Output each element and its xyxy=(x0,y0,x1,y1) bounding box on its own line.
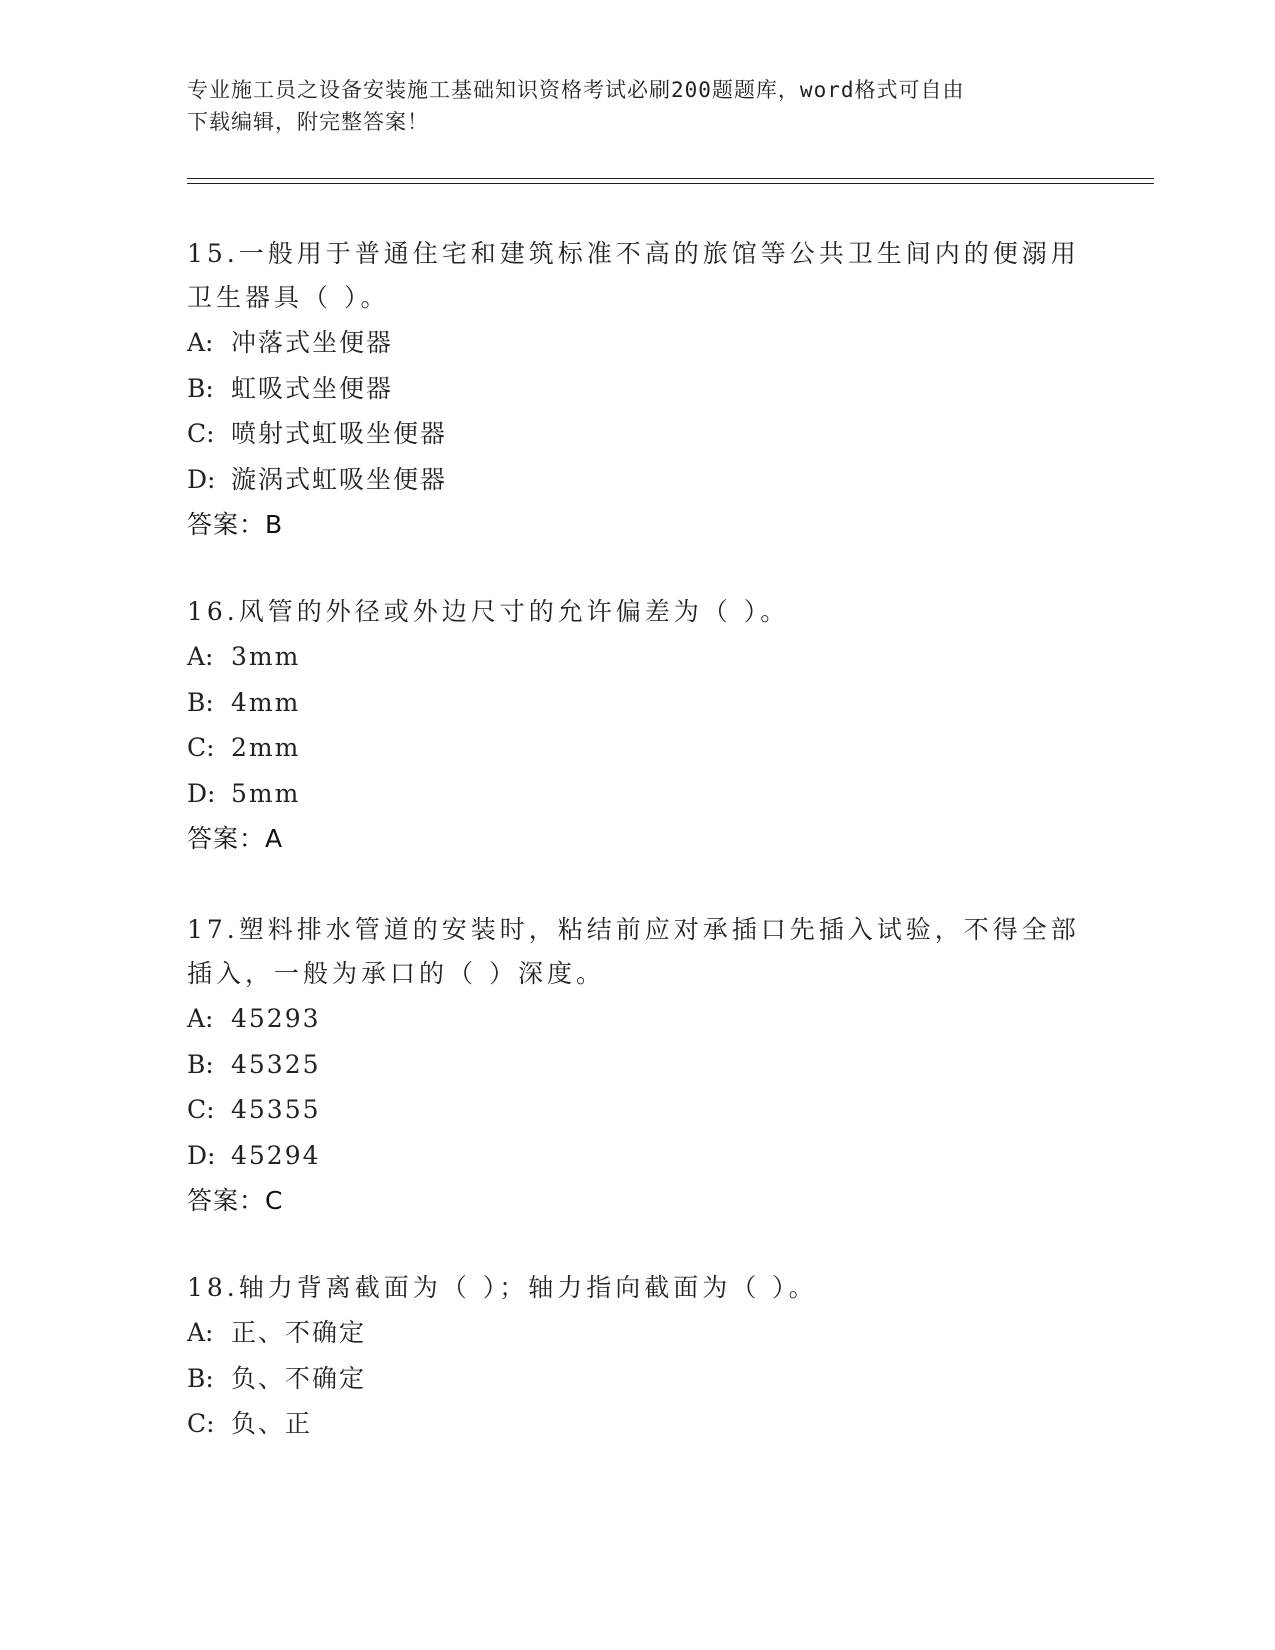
option-b xyxy=(187,680,1087,726)
option-b xyxy=(187,366,1087,412)
option-label: D: xyxy=(187,1140,216,1170)
option-text: 负、不确定 xyxy=(231,1363,367,1393)
option-text: 负、正 xyxy=(231,1409,313,1438)
option-text: 3mm xyxy=(231,642,301,671)
option-text: 正、不确定 xyxy=(231,1318,367,1347)
option-label: B: xyxy=(187,1049,214,1079)
option-label: B: xyxy=(187,1363,214,1393)
question-stem-line-1: 15.一般用于普通住宅和建筑标准不高的旅馆等公共卫生间内的便溺用 xyxy=(187,239,1080,268)
option-b xyxy=(187,1356,1087,1402)
option-a xyxy=(187,634,1087,680)
question-stem-line-1: 17.塑料排水管道的安装时，粘结前应对承插口先插入试验，不得全部 xyxy=(187,915,1080,944)
option-text: 5mm xyxy=(231,778,301,808)
option-label: A: xyxy=(187,1004,214,1033)
option-c xyxy=(187,1087,1087,1133)
option-label: B: xyxy=(187,687,214,717)
question-15 xyxy=(187,232,1087,547)
header-line-1: 专业施工员之设备安装施工基础知识资格考试必刷200题题库，word格式可自由 xyxy=(187,78,965,102)
option-d xyxy=(187,771,1087,817)
option-text: 45325 xyxy=(231,1049,321,1079)
option-text: 45355 xyxy=(231,1095,321,1124)
question-stem-line-2: 插入，一般为承口的（ ）深度。 xyxy=(187,959,605,988)
option-label: C: xyxy=(187,733,215,762)
option-text: 4mm xyxy=(231,687,301,717)
option-c xyxy=(187,725,1087,771)
option-label: A: xyxy=(187,328,214,357)
option-text: 冲落式坐便器 xyxy=(231,328,394,357)
question-17 xyxy=(187,908,1087,1223)
option-label: D: xyxy=(187,464,216,494)
answer-line: 答案：C xyxy=(187,1186,284,1215)
question-stem-line-2: 卫生器具（ ）。 xyxy=(187,283,390,312)
option-a xyxy=(187,320,1087,366)
option-d xyxy=(187,1133,1087,1179)
header-divider-top xyxy=(187,178,1154,179)
option-text: 漩涡式虹吸坐便器 xyxy=(231,464,448,494)
option-label: C: xyxy=(187,419,215,448)
option-text: 45293 xyxy=(231,1004,321,1033)
option-label: C: xyxy=(187,1409,215,1438)
question-16 xyxy=(187,590,1087,861)
option-c xyxy=(187,411,1087,457)
option-c xyxy=(187,1401,1087,1447)
option-text: 虹吸式坐便器 xyxy=(231,373,394,403)
option-text: 2mm xyxy=(231,733,301,762)
question-stem-line-1: 18.轴力背离截面为（ ）；轴力指向截面为（ ）。 xyxy=(187,1273,818,1302)
answer-line: 答案：A xyxy=(187,824,284,853)
header-divider-bottom xyxy=(187,183,1154,184)
option-text: 45294 xyxy=(231,1140,321,1170)
option-label: A: xyxy=(187,1318,214,1347)
option-text: 喷射式虹吸坐便器 xyxy=(231,419,448,448)
option-label: B: xyxy=(187,373,214,403)
option-a xyxy=(187,1310,1087,1356)
option-a xyxy=(187,996,1087,1042)
option-d xyxy=(187,457,1087,503)
question-stem-line-1: 16.风管的外径或外边尺寸的允许偏差为（ ）。 xyxy=(187,597,790,626)
document-header xyxy=(187,74,1087,138)
option-b xyxy=(187,1042,1087,1088)
question-18 xyxy=(187,1266,1087,1447)
option-label: C: xyxy=(187,1095,215,1124)
header-line-2: 下载编辑，附完整答案！ xyxy=(187,110,429,134)
option-label: D: xyxy=(187,778,216,808)
option-label: A: xyxy=(187,642,214,671)
answer-line: 答案：B xyxy=(187,510,284,539)
